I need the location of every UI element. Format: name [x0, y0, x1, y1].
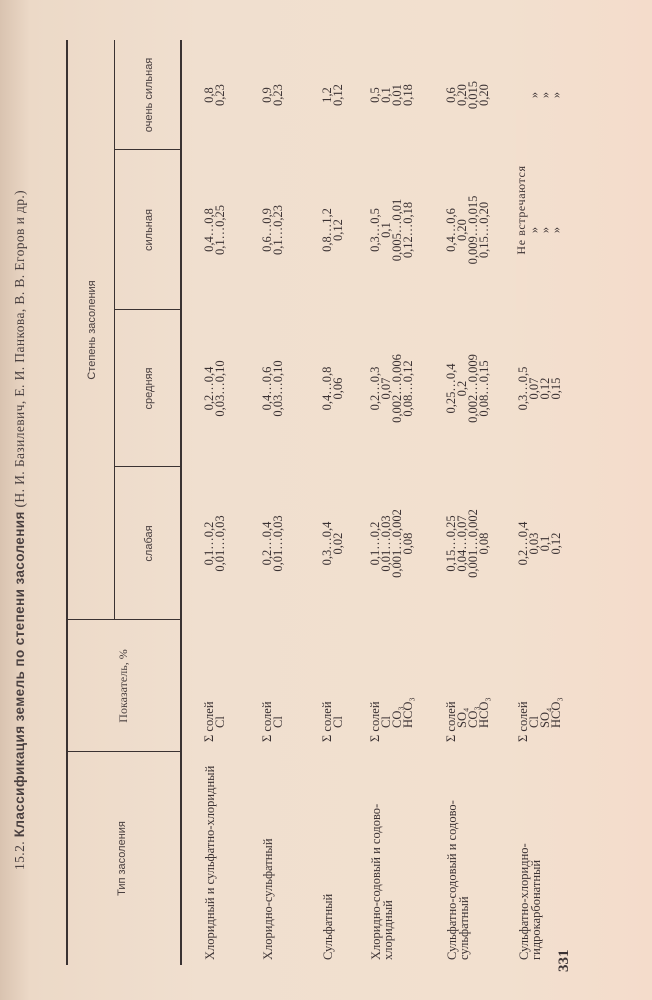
indicator-line: CO₃ — [390, 706, 404, 728]
value-line: 0,4…0,8 — [202, 208, 216, 252]
value-line: 0,03 — [527, 532, 541, 555]
indicator-line: Σ солей — [320, 701, 334, 742]
table-number: 15.2. — [12, 841, 27, 870]
value-line: 0,8…1,2 — [320, 208, 334, 252]
indicator-line: Cl — [379, 716, 393, 728]
table-title — [12, 190, 28, 870]
degree-subheader-rule — [114, 40, 115, 620]
value-cell — [446, 40, 490, 150]
value-line: 0,08 — [401, 532, 415, 555]
value-line: 0,4…0,8 — [320, 366, 334, 411]
value-line: » — [549, 91, 563, 99]
value-cell — [322, 40, 344, 150]
header-level-very-strong: очень сильная — [143, 57, 155, 133]
value-line: 0,02 — [331, 532, 345, 555]
value-cell — [518, 310, 562, 467]
value-line: 0,002…0,006 — [390, 354, 404, 423]
value-cell — [322, 310, 344, 467]
value-line: 0,5 — [368, 87, 382, 103]
value-line: 0,3…0,4 — [320, 521, 334, 566]
value-line: 0,15…0,25 — [444, 515, 458, 572]
value-line: 0,1 — [379, 87, 393, 103]
value-line: 0,20 — [477, 84, 491, 106]
value-line: 0,12 — [549, 532, 563, 555]
value-cell — [322, 150, 344, 310]
value-cell — [262, 310, 284, 467]
row-indicators — [370, 632, 414, 742]
indicator-line: HCO₃ — [549, 697, 563, 728]
value-line: 0,07 — [527, 377, 541, 400]
indicator-line: HCO₃ — [477, 697, 491, 728]
value-line: » — [527, 91, 541, 99]
value-line: 0,18 — [401, 84, 415, 106]
value-line: 0,3…0,5 — [368, 208, 382, 252]
value-cell — [204, 467, 226, 620]
value-line: 0,20 — [455, 84, 469, 106]
value-cell — [370, 40, 414, 150]
value-line: 0,002…0,009 — [466, 354, 480, 423]
value-line: 0,23 — [213, 84, 227, 106]
row-indicators — [518, 632, 562, 742]
value-cell — [370, 310, 414, 467]
value-line: 0,20 — [455, 219, 469, 241]
table-title-bold: Классификация земель по степени засоления — [12, 511, 27, 838]
row-indicators — [262, 632, 284, 742]
value-line: 0,01…0,03 — [379, 515, 393, 572]
value-line: 0,2…0,3 — [368, 366, 382, 411]
value-line: 0,15…0,20 — [477, 201, 491, 259]
value-cell — [204, 40, 226, 150]
value-line: 0,08 — [477, 532, 491, 555]
value-cell — [446, 150, 490, 310]
row-type-label: Хлоридный и сульфатно-хлоридный — [203, 765, 217, 960]
header-indicator: Показатель, % — [116, 649, 130, 723]
value-line: » — [527, 226, 541, 234]
value-line: » — [549, 226, 563, 234]
header-degree: Степень засоления — [86, 280, 98, 380]
indicator-line: Cl — [213, 716, 227, 728]
table-authors: (Н. И. Базилевич, Е. И. Панкова, В. В. Егоров и др.) — [12, 189, 27, 508]
value-line: 0,4…0,6 — [260, 366, 274, 411]
value-line: 0,2…0,4 — [516, 521, 530, 566]
header-type: Тип засоления — [116, 821, 128, 896]
indicator-line: Cl — [271, 716, 285, 728]
value-line: 0,08…0,15 — [477, 360, 491, 417]
indicator-line: Cl — [331, 716, 345, 728]
value-cell — [518, 467, 562, 620]
value-line: 0,1…0,2 — [368, 521, 382, 566]
value-line: 0,3…0,5 — [516, 366, 530, 411]
indicator-line: Cl — [527, 716, 541, 728]
value-line: 0,4…0,6 — [444, 208, 458, 252]
header-level-weak: слабая — [143, 525, 155, 562]
value-line: 0,06 — [331, 377, 345, 400]
indicator-line: Σ солей — [202, 701, 216, 742]
value-line: 0,2…0,4 — [260, 521, 274, 566]
not-found-text: Не встречаются — [516, 110, 527, 310]
value-cell — [446, 310, 490, 467]
value-line: 0,001…0,002 — [466, 509, 480, 578]
row-type-label: Хлоридно-содовый и содово-хлоридный — [369, 803, 395, 960]
value-cell — [262, 150, 284, 310]
value-line: 0,01…0,03 — [213, 515, 227, 572]
value-line: 0,01 — [390, 84, 404, 106]
row-indicators — [204, 632, 226, 742]
value-line: » — [538, 226, 552, 234]
value-line: 0,1 — [538, 535, 552, 552]
value-line: 0,08…0,12 — [401, 360, 415, 417]
value-line: 0,03…0,10 — [213, 360, 227, 417]
value-line: 0,12…0,18 — [401, 201, 415, 259]
value-line: 0,009…0,015 — [466, 195, 480, 265]
indicator-line: Σ солей — [260, 701, 274, 742]
value-cell — [204, 310, 226, 467]
value-cell — [262, 467, 284, 620]
value-line: 0,07 — [379, 377, 393, 400]
value-line: 0,01…0,03 — [271, 515, 285, 572]
indicator-line: SO₄ — [538, 707, 552, 728]
indicator-line: Σ солей — [516, 701, 530, 742]
value-line: 0,005…0,01 — [390, 198, 404, 262]
value-cell — [204, 150, 226, 310]
value-line: 0,1 — [379, 222, 393, 238]
value-line: 0,9 — [260, 87, 274, 103]
value-line: 0,23 — [271, 84, 285, 106]
value-line: 0,12 — [538, 377, 552, 400]
value-line: 0,001…0,002 — [390, 509, 404, 578]
indicator-line: Σ солей — [368, 701, 382, 742]
value-line: 0,2…0,4 — [202, 366, 216, 411]
value-cell — [370, 150, 414, 310]
value-line: 1,2 — [320, 87, 334, 103]
value-line: 0,15 — [549, 377, 563, 400]
value-cell — [370, 467, 414, 620]
value-line: 0,12 — [331, 219, 345, 241]
indicator-line: SO₄ — [455, 707, 469, 728]
row-indicators — [446, 632, 490, 742]
value-line: 0,6 — [444, 87, 458, 103]
page-number: 331 — [556, 949, 572, 972]
value-cell — [446, 467, 490, 620]
header-bottom-rule — [180, 40, 182, 965]
value-line: 0,2 — [455, 380, 469, 397]
value-line: 0,1…0,25 — [213, 205, 227, 255]
value-line: 0,03…0,10 — [271, 360, 285, 417]
value-line: 0,8 — [202, 87, 216, 103]
value-line: 0,1…0,2 — [202, 521, 216, 566]
value-line: 0,12 — [331, 84, 345, 106]
value-cell — [262, 40, 284, 150]
value-line: 0,015 — [466, 80, 480, 110]
row-type-label: Хлоридно-сульфатный — [261, 838, 275, 960]
value-line: 0,04…0,07 — [455, 515, 469, 572]
table-top-rule — [66, 40, 68, 965]
value-cell — [322, 467, 344, 620]
row-type-label: Сульфатно-хлоридно-гидрокарбонатный — [517, 843, 543, 960]
value-line: » — [538, 91, 552, 99]
indicator-line: Σ солей — [444, 701, 458, 742]
header-level-medium: средняя — [143, 367, 155, 410]
value-line: 0,1…0,23 — [271, 205, 285, 255]
row-type-label: Сульфатный — [321, 893, 335, 960]
header-level-strong: сильная — [143, 209, 155, 251]
row-type-label: Сульфатно-содовый и содово-сульфатный — [445, 800, 471, 960]
value-line: 0,25…0,4 — [444, 363, 458, 414]
indicator-line: HCO₃ — [401, 697, 415, 728]
indicator-line: CO₃ — [466, 706, 480, 728]
row-indicators — [322, 632, 344, 742]
value-line: 0,6…0,9 — [260, 208, 274, 252]
